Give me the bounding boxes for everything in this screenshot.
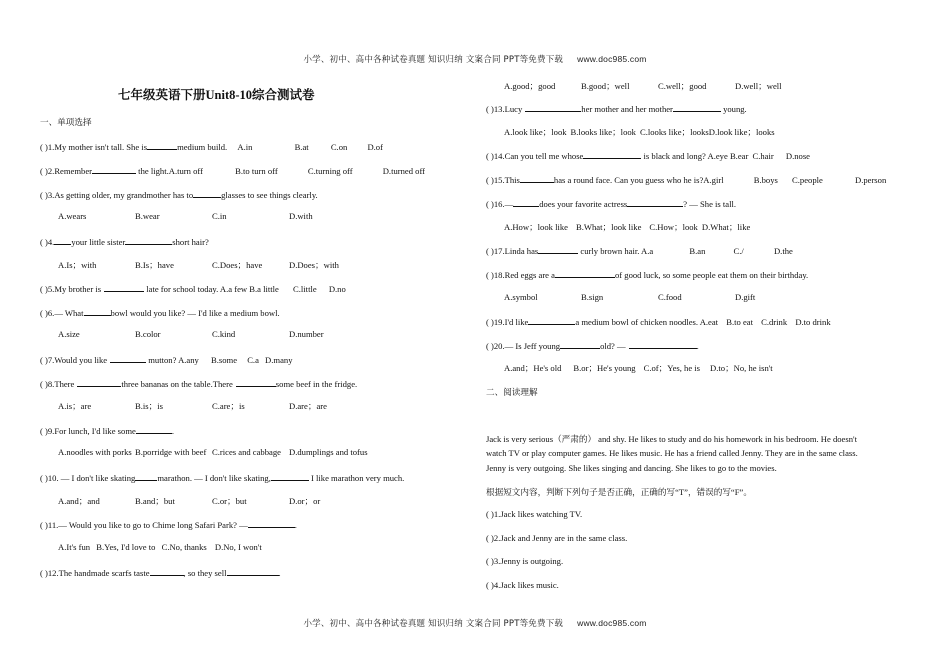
question-9-options: A.noodles with porks B.porridge with beef C.rices and cabbage D.dumplings and tofus xyxy=(58,447,368,457)
section-reading: 二、阅读理解 xyxy=(486,388,538,398)
section-single-choice: 一、单项选择 xyxy=(40,118,92,128)
question-17: ( )17.Linda has curly brown hair. A.a B.an C./ D.the xyxy=(486,246,793,256)
question-14: ( )14.Can you tell me whose is black and long? A.eye B.ear C.hair D.nose xyxy=(486,151,810,161)
question-6-options: A.size B.color C.kind D.number xyxy=(58,329,324,339)
header-site: www.doc985.com xyxy=(577,54,647,64)
question-13: ( )13.Lucy her mother and her mother young. xyxy=(486,104,747,114)
question-3-options: A.wears B.wear C.in D.with xyxy=(58,211,313,221)
question-13-options: A.look like；look B.looks like；look C.looks like；looksD.look like；looks xyxy=(504,127,775,137)
tf-question-2: ( )2.Jack and Jenny are in the same class. xyxy=(486,533,628,543)
tf-question-4: ( )4.Jack likes music. xyxy=(486,580,559,590)
question-4: ( )4. your little sister short hair? xyxy=(40,237,209,247)
question-18-options: A.symbol B.sign C.food D.gift xyxy=(504,292,756,302)
question-5: ( )5.My brother is late for school today. A.a few B.a little C.little D.no xyxy=(40,284,346,294)
question-10-options: A.and；and B.and；but C.or；but D.or；or xyxy=(58,496,321,506)
question-20-options: A.and；He's old B.or；He's young C.of；Yes, he is D.to；No, he isn't xyxy=(504,363,773,373)
passage-line-3: Jenny is very outgoing. She likes singing and dancing. She likes to go to the movies. xyxy=(486,463,777,473)
question-4-options: A.Is；with B.Is；have C.Does；have D.Does；with xyxy=(58,260,339,270)
question-11-options: A.It's fun B.Yes, I'd love to C.No, thanks D.No, I won't xyxy=(58,542,262,552)
question-12: ( )12.The handmade scarfs taste , so they sell . xyxy=(40,568,281,578)
question-11: ( )11.— Would you like to go to Chime long Safari Park? — . xyxy=(40,520,297,530)
question-7: ( )7.Would you like mutton? A.any B.some C.a D.many xyxy=(40,355,293,365)
passage-line-1: Jack is very serious（严肃的） and shy. He likes to study and do his homework in his bedroom. He doesn't xyxy=(486,434,857,444)
question-10: ( )10. — I don't like skating marathon. — I don't like skating, I like marathon very much. xyxy=(40,473,405,483)
question-8-options: A.is；are B.is；is C.are；is D.are；are xyxy=(58,401,327,411)
question-2: ( )2.Remember the light.A.turn off B.to turn off C.turning off D.turned off xyxy=(40,166,426,176)
tf-question-3: ( )3.Jenny is outgoing. xyxy=(486,556,564,566)
question-16: ( )16.— does your favorite actress ? — She is tall. xyxy=(486,199,737,209)
question-9: ( )9.For lunch, I'd like some . xyxy=(40,426,174,436)
passage-line-2: watch TV or play computer games. He likes music. He has a friend called Jenny. They are in the same class. xyxy=(486,448,858,458)
question-18: ( )18.Red eggs are a of good luck, so some people eat them on their birthday. xyxy=(486,270,809,280)
page-header xyxy=(0,53,950,65)
question-19: ( )19.I'd like a medium bowl of chicken noodles. A.eat B.to eat C.drink D.to drink xyxy=(486,317,831,327)
question-20: ( )20.— Is Jeff young old? — . xyxy=(486,341,699,351)
question-15: ( )15.This has a round face. Can you guess who he is?A.girl B.boys C.people D.person xyxy=(486,175,887,185)
question-12-options: A.good；good B.good；well C.well；good D.well；well xyxy=(504,81,782,91)
question-1: ( )1.My mother isn't tall. She is medium build. A.in B.at C.on D.of xyxy=(40,142,383,152)
question-3: ( )3.As getting older, my grandmother has to glasses to see things clearly. xyxy=(40,190,318,200)
footer-text: 小学、初中、高中各种试卷真题 知识归纳 文案合同 PPT等免费下载 xyxy=(303,619,564,629)
header-text: 小学、初中、高中各种试卷真题 知识归纳 文案合同 PPT等免费下载 xyxy=(303,55,564,65)
question-6: ( )6.— What bowl would you like? — I'd like a medium bowl. xyxy=(40,308,280,318)
question-8: ( )8.There three bananas on the table.There some beef in the fridge. xyxy=(40,379,358,389)
tf-question-1: ( )1.Jack likes watching TV. xyxy=(486,509,583,519)
exam-title: 七年级英语下册Unit8-10综合测试卷 xyxy=(118,88,315,102)
instruction: 根据短文内容，判断下列句子是否正确，正确的写“T”，错误的写“F”。 xyxy=(486,487,752,497)
page-footer xyxy=(0,617,950,629)
footer-site: www.doc985.com xyxy=(577,618,647,628)
question-16-options: A.How；look like B.What；look like C.How；look D.What；like xyxy=(504,222,751,232)
